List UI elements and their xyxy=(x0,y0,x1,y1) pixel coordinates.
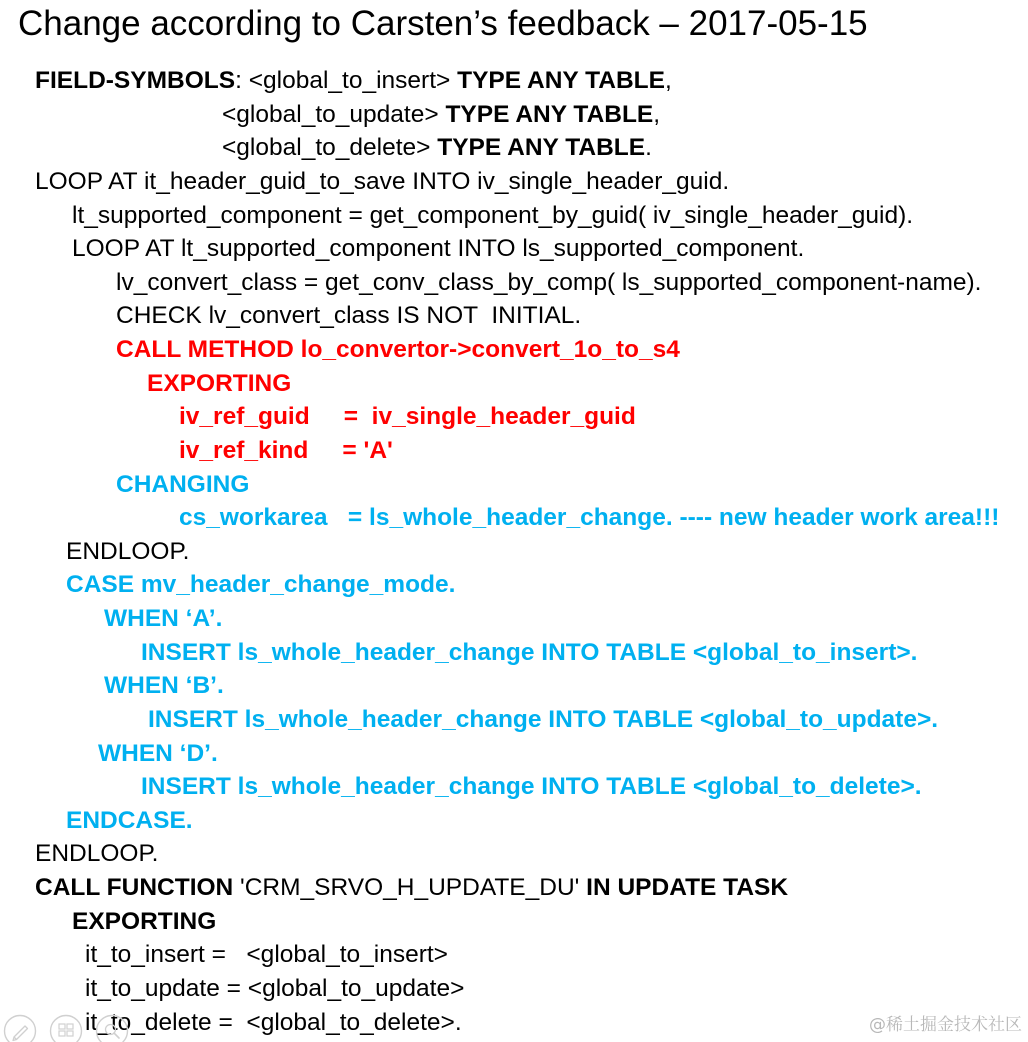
code-text: . xyxy=(645,134,652,162)
code-highlight-blue: ENDCASE. xyxy=(66,806,193,834)
code-highlight-blue: cs_workarea = ls_whole_header_change. ---- new header work area!!! xyxy=(179,504,1000,532)
code-line xyxy=(0,98,1028,132)
code-line xyxy=(0,972,1028,1006)
code-text: lt_supported_component = get_component_by_guid( iv_single_header_guid). xyxy=(72,201,914,229)
code-text: it_to_delete = <global_to_delete>. xyxy=(85,1008,462,1036)
code-line-call-method xyxy=(0,333,1028,367)
code-line xyxy=(0,367,1028,401)
code-highlight-red: CALL METHOD lo_convertor->convert_1o_to_s4 xyxy=(116,336,680,363)
code-text: CHECK lv_convert_class IS NOT INITIAL. xyxy=(116,302,582,330)
code-keyword: IN UPDATE TASK xyxy=(586,874,789,901)
code-line xyxy=(0,602,1028,636)
code-line xyxy=(0,703,1028,737)
slideshow-toolbar xyxy=(0,1012,140,1042)
code-text: 'CRM_SRVO_H_UPDATE_DU' xyxy=(233,874,587,901)
code-line xyxy=(0,434,1028,468)
code-line xyxy=(0,737,1028,771)
code-line xyxy=(0,837,1028,871)
code-text: : <global_to_insert> xyxy=(235,67,458,94)
code-highlight-blue: WHEN ‘B’. xyxy=(104,672,224,700)
code-text: LOOP AT it_header_guid_to_save INTO iv_single_header_guid. xyxy=(35,167,730,195)
code-line-field-symbols xyxy=(0,64,1028,98)
code-highlight-blue: WHEN ‘D’. xyxy=(98,739,218,767)
code-text: lv_convert_class = get_conv_class_by_comp( ls_supported_component-name). xyxy=(116,268,982,296)
code-line xyxy=(0,804,1028,838)
code-highlight-red: iv_ref_guid = iv_single_header_guid xyxy=(179,403,636,431)
see-all-slides-icon[interactable] xyxy=(49,1014,83,1042)
code-line xyxy=(0,468,1028,502)
code-text: it_to_update = <global_to_update> xyxy=(85,974,465,1002)
code-line xyxy=(0,669,1028,703)
code-highlight-blue: CASE mv_header_change_mode. xyxy=(66,571,456,599)
code-text: , xyxy=(653,100,661,128)
code-block xyxy=(0,64,1028,1039)
code-line-inner-loop xyxy=(0,232,1028,266)
code-line-outer-loop xyxy=(0,165,1028,199)
code-text: ENDLOOP. xyxy=(35,840,159,868)
code-line xyxy=(0,636,1028,670)
code-highlight-red: EXPORTING xyxy=(147,369,292,397)
code-highlight-blue: INSERT ls_whole_header_change INTO TABLE <global_to_update>. xyxy=(148,705,939,733)
code-text: LOOP AT lt_supported_component INTO ls_supported_component. xyxy=(72,235,805,263)
code-text: <global_to_update> xyxy=(222,100,446,128)
code-line xyxy=(0,535,1028,569)
code-line xyxy=(0,938,1028,972)
code-text: <global_to_delete> xyxy=(222,134,438,162)
code-line-case xyxy=(0,568,1028,602)
code-keyword: EXPORTING xyxy=(72,907,217,935)
code-keyword: FIELD-SYMBOLS xyxy=(35,67,236,94)
code-text: , xyxy=(664,67,672,94)
pen-icon[interactable] xyxy=(3,1014,37,1042)
code-highlight-blue: INSERT ls_whole_header_change INTO TABLE <global_to_insert>. xyxy=(141,638,918,666)
code-line xyxy=(0,905,1028,939)
code-highlight-blue: CHANGING xyxy=(116,470,250,498)
code-line-call-function xyxy=(0,871,1028,905)
code-line xyxy=(0,266,1028,300)
code-line xyxy=(0,199,1028,233)
zoom-icon[interactable] xyxy=(95,1014,129,1042)
code-line-workarea-comment xyxy=(0,501,1028,535)
code-keyword: TYPE ANY TABLE xyxy=(445,100,654,128)
code-highlight-red: iv_ref_kind = 'A' xyxy=(179,436,393,464)
code-line xyxy=(0,299,1028,333)
code-text: it_to_insert = <global_to_insert> xyxy=(85,941,448,969)
code-highlight-blue: WHEN ‘A’. xyxy=(104,605,223,632)
code-keyword: TYPE ANY TABLE xyxy=(437,134,646,162)
code-line xyxy=(0,131,1028,165)
code-line xyxy=(0,400,1028,434)
slide-title: Change according to Carsten’s feedback – 2017-05-15 xyxy=(18,4,868,43)
code-highlight-blue: INSERT ls_whole_header_change INTO TABLE <global_to_delete>. xyxy=(141,773,922,801)
code-keyword: CALL FUNCTION xyxy=(35,874,234,901)
code-text: ENDLOOP. xyxy=(66,537,190,565)
watermark: @稀土掘金技术社区 xyxy=(869,1015,1022,1035)
code-keyword: TYPE ANY TABLE xyxy=(457,67,665,94)
code-line xyxy=(0,770,1028,804)
